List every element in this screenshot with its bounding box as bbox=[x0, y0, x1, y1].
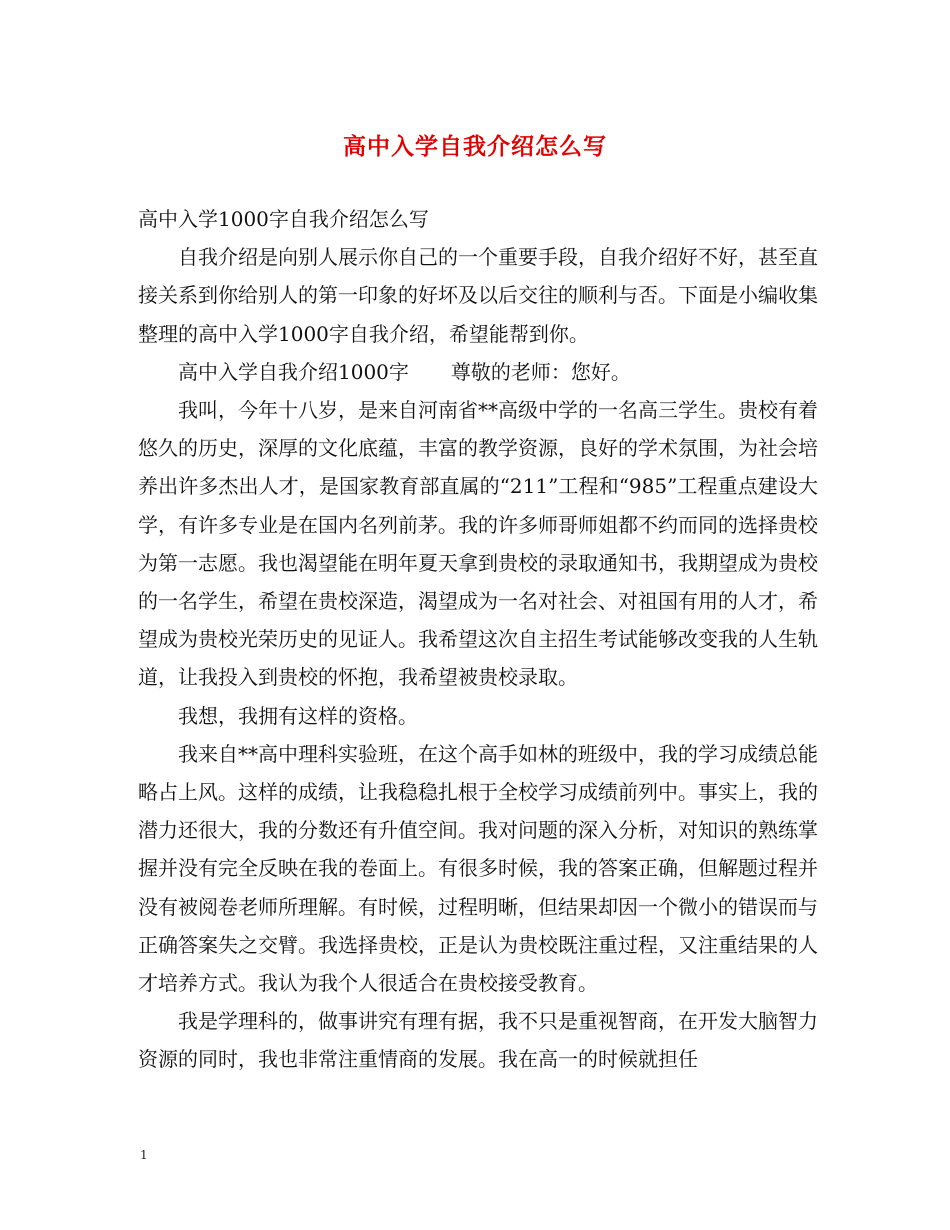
page-number: 1 bbox=[140, 1148, 148, 1162]
body-paragraph-1: 我叫，今年十八岁，是来自河南省**高级中学的一名高三学生。贵校有着悠久的历史，深厚的文化底蕴，丰富的教学资源，良好的学术氛围，为社会培养出许多杰出人才，是国家教育部直属的“211”工程和“985”工程重点建设大学，有许多专业是在国内名列前茅。我的许多师哥师姐都不约而同的选择贵校为第一志愿。我也渴望能在明年夏天拿到贵校的录取通知书，我期望成为贵校的一名学生，希望在贵校深造，渴望成为一名对社会、对祖国有用的人才，希望成为贵校光荣历史的见证人。我希望这次自主招生考试能够改变我的人生轨道，让我投入到贵校的怀抱，我希望被贵校录取。 bbox=[138, 398, 818, 690]
document-title: 高中入学自我介绍怎么写 bbox=[343, 133, 607, 160]
body-paragraph-4: 我是学理科的，做事讲究有理有据，我不只是重视智商，在开发大脑智力资源的同时，我也非常注重情商的发展。我在高一的时候就担任 bbox=[138, 1009, 818, 1072]
heading-greeting-line bbox=[138, 353, 818, 391]
document-body bbox=[138, 200, 818, 1079]
body-paragraph-3: 我来自**高中理科实验班，在这个高手如林的班级中，我的学习成绩总能略占上风。这样的成绩，让我稳稳扎根于全校学习成绩前列中。事实上，我的潜力还很大，我的分数还有升值空间。我对问题的深入分析，对知识的熟练掌握并没有完全反映在我的卷面上。有很多时候，我的答案正确，但解题过程并没有被阅卷老师所理解。有时候，过程明晰，但结果却因一个微小的错误而与正确答案失之交臂。我选择贵校，正是认为贵校既注重过程，又注重结果的人才培养方式。我认为我个人很适合在贵校接受教育。 bbox=[138, 741, 818, 996]
intro-paragraph: 自我介绍是向别人展示你自己的一个重要手段，自我介绍好不好，甚至直接关系到你给别人的第一印象的好坏及以后交往的顺利与否。下面是小编收集整理的高中入学1000字自我介绍，希望能帮到你。 bbox=[138, 245, 818, 346]
intro-heading: 高中入学自我介绍1000字 bbox=[178, 359, 409, 384]
body-paragraph-2: 我想，我拥有这样的资格。 bbox=[178, 703, 418, 728]
greeting: 尊敬的老师：您好。 bbox=[450, 359, 631, 384]
subtitle-line: 高中入学1000字自我介绍怎么写 bbox=[138, 207, 429, 231]
